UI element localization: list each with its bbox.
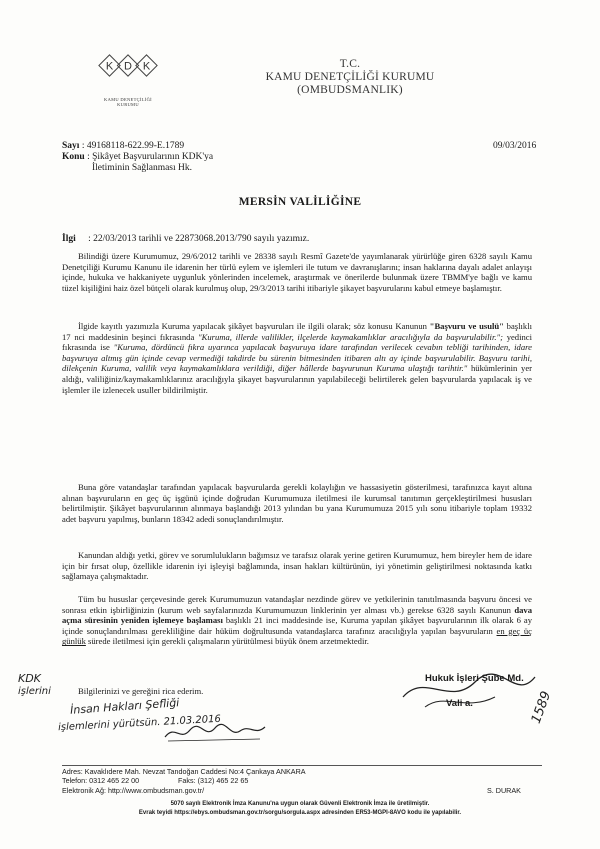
p5-intro: Tüm bu hususlar çerçevesinde gerek Kurumumuzun vatandaşlar nezdinde görev ve yetkilerinin tanıtılmasında başvuru öncesi ve sonrası etkin işbirliğinizin (kurum web sayfalarınızda Kurumumuzun linklerinin yer alması vb.) gerekse 6328 sayılı Kanunun (62, 594, 532, 615)
paragraph-1 (62, 251, 532, 293)
paragraph-3 (62, 482, 532, 524)
header-tc: T.C. (339, 58, 361, 70)
paragraph-4-text: Kanundan aldığı yetki, görev ve sorumlulukların bağımsız ve tarafsız olarak yerine getiren Kurumumuz, hem bireyler hem de idare için bir fırsat olup, özellikle idarenin iyi işleyişi bağlamında, insan hakları kültürünün, iyi yönetimin geliştirilmesi noktasında katkı sağlamaya çalışmaktadır. (62, 550, 532, 582)
paragraph-2-text (62, 321, 532, 395)
footer-verify-note: Evrak teyidi https://ebys.ombudsman.gov.tr/sorgu/sorgula.aspx adresinden ER53-MGPI-8AVO kodu ile yapılabilir. (138, 810, 462, 816)
kdk-logo-graphic (88, 52, 168, 92)
konu-line-2: İletiminin Sağlanması Hk. (92, 163, 193, 173)
footer-fax: Faks: (312) 465 22 65 (178, 776, 249, 785)
p2-end: hükümlerinin yer aldığı, valiliğiniz/kaymakamlıklarınız aracılığıyla şikayet başvurularının yapılabileceği belirtilerek gelen başvurularda yapılacak iş ve işlemler ile izlenecek usuller bildirilmiştir. (62, 363, 533, 395)
document-date: 09/03/2016 (493, 141, 537, 151)
konu-line-1: : Şikâyet Başvurularının KDK'ya (87, 152, 214, 162)
stamp-signature-scribble (395, 667, 545, 717)
sayi-value: : 49168118-622.99-E.1789 (81, 141, 185, 151)
footer-web: Elektronik Ağ: http://www.ombudsman.gov.tr/ (62, 786, 205, 795)
footer-esign-note: 5070 sayılı Elektronik İmza Kanunu'na uygun olarak Güvenli Elektronik İmza ile üretilmiştir. (170, 801, 430, 807)
konu-row (62, 152, 213, 163)
konu-label: Konu (62, 152, 85, 162)
institution-header (200, 58, 500, 97)
handwritten-note-4: işlemlerini yürütsün. 21.03.2016 (57, 713, 222, 734)
stamp-department: Hukuk İşleri Şube Md. (425, 673, 524, 684)
footer-initials: S. DURAK (487, 786, 521, 795)
paragraph-3-text: Buna göre vatandaşlar tarafından yapılacak başvurularda gerekli kolaylığın ve hassasiyetin gösterilmesi, tarafınızca kayıt altına alınan başvuruların en geç üç işgünü içinde doğrudan Kurumumuza iletilmesi ile kurumsal tanıtımın gerçekleştirilmesi hususları belirtilmiştir. Şikâyet başvurularının alınmaya başlandığı 2013 yılından bu yana Kurumumuza 2015 yılı sonu itibariyle toplam 19332 adet başvuru yapılmış, bunların 18342 adedi sonuçlandırılmıştır. (62, 482, 532, 524)
footer-address: Adres: Kavaklıdere Mah. Nevzat Tandoğan Caddesi No:4 Çankaya ANKARA (62, 767, 306, 776)
p2-quote-1: "Kuruma, illerde valilikler, ilçelerde kaymakamlıklar aracılığıyla da başvurulabilir."; (198, 331, 503, 342)
logo-letter-d: D (124, 60, 132, 73)
p2-mid: başlıklı 17 nci maddesinin beşinci fıkrasında (62, 321, 532, 342)
header-ombudsman: (OMBUDSMANLIK) (297, 84, 403, 96)
header-institution: KAMU DENETÇİLİĞİ KURUMU (265, 71, 435, 83)
paragraph-2 (62, 321, 532, 395)
closing-line (62, 686, 362, 697)
sayi-row (62, 141, 184, 152)
logo-caption-2: KURUMU (117, 102, 139, 107)
p5-end: sürede iletilmesi için gerekli çalışmaların yürütülmesi büyük önem arzetmektedir. (85, 636, 369, 647)
paragraph-1-text: Bilindiği üzere Kurumumuz, 29/6/2012 tarihli ve 28338 sayılı Resmî Gazete'de yayımlanarak yürürlüğe giren 6328 sayılı Kamu Denetçiliği Kurumu Kanunu ile idarenin her türlü eylem ve işlemleri ile tutum ve davranışlarını; insan haklarına dayalı adalet anlayışı içinde, hukuka ve hakkaniyete uygunluk yönlerinden incelemek, araştırmak ve önerilerde bulunmak üzere TBMM'ye bağlı ve kamu tüzel kişiliğini haiz özel bütçeli olarak kurulmuş olup, 29/3/2013 tarihi itibariyle şikayet başvurularını kabul etmeye başlamıştır. (62, 251, 532, 293)
paragraph-4 (62, 550, 532, 582)
kdk-logo (88, 52, 168, 107)
ilgi-text: : 22/03/2013 tarihli ve 22873068.2013/790 sayılı yazımız. (88, 234, 310, 244)
ilgi-label: İlgi (62, 234, 76, 244)
ilgi-row (62, 234, 309, 245)
p5-bold-title: dava açma süresinin yeniden işlemeye başlaması (62, 604, 532, 626)
handwritten-note-2: işlerini (18, 686, 51, 697)
addressee: MERSİN VALİLİĞİNE (238, 196, 362, 208)
closing-text: Bilgilerinizi ve gereğini rica ederim. (78, 686, 204, 696)
logo-letter-k2: K (142, 60, 151, 73)
handwritten-signature (160, 722, 270, 744)
p5-deadline: en geç üç günlük (62, 625, 532, 647)
logo-caption-1: KAMU DENETÇİLİĞİ (104, 97, 152, 102)
p2-article-title: "Başvuru ve usulü" (429, 321, 504, 331)
p5-mid: başlıklı 21 inci maddesinde ise, Kuruma yapılan şikâyet başvurularının ilk olarak 6 ay içinde sonuçlandırılması gerekliliğine dair hüküm doğrultusunda vatandaşlarca tarafınız aracılığıyla yapılan başvuruların (62, 615, 532, 636)
paragraph-5-text (62, 594, 532, 647)
p2-intro: İlgide kayıtlı yazımızla Kuruma yapılacak şikâyet başvuruları ile ilgili olarak; söz konusu Kanunun (78, 321, 430, 331)
p2-mid2: yedinci fıkrasında ise (62, 331, 532, 353)
p2-quote-2: "Kuruma, dördüncü fıkra uyarınca yapılacak başvuruya idare tarafından verilecek cevabın tebliği tarihinden, idare başvuruya altmış gün içinde cevap vermediği takdirde bu sürenin bitmesinden itibaren altı ay içinde başvurulabilir. Başvuru tarihi, dilekçenin Kuruma, valilik veya kaymakamlıklara verildiği, diğer hâllerde başvurunun Kuruma ulaştığı tarihtir." (62, 342, 532, 374)
footer-phone: Telefon: 0312 465 22 00 (62, 776, 140, 785)
sayi-label: Sayı (62, 141, 80, 151)
footer-divider (62, 765, 542, 766)
logo-letter-k1: K (105, 60, 114, 73)
handwritten-note-1: KDK (18, 672, 41, 685)
stamp-governor: Vali a. (446, 698, 473, 709)
handwritten-note-3: İnsan Hakları Şefliği (69, 696, 180, 717)
handwritten-number: 1589 (528, 689, 555, 726)
paragraph-5 (62, 594, 532, 647)
